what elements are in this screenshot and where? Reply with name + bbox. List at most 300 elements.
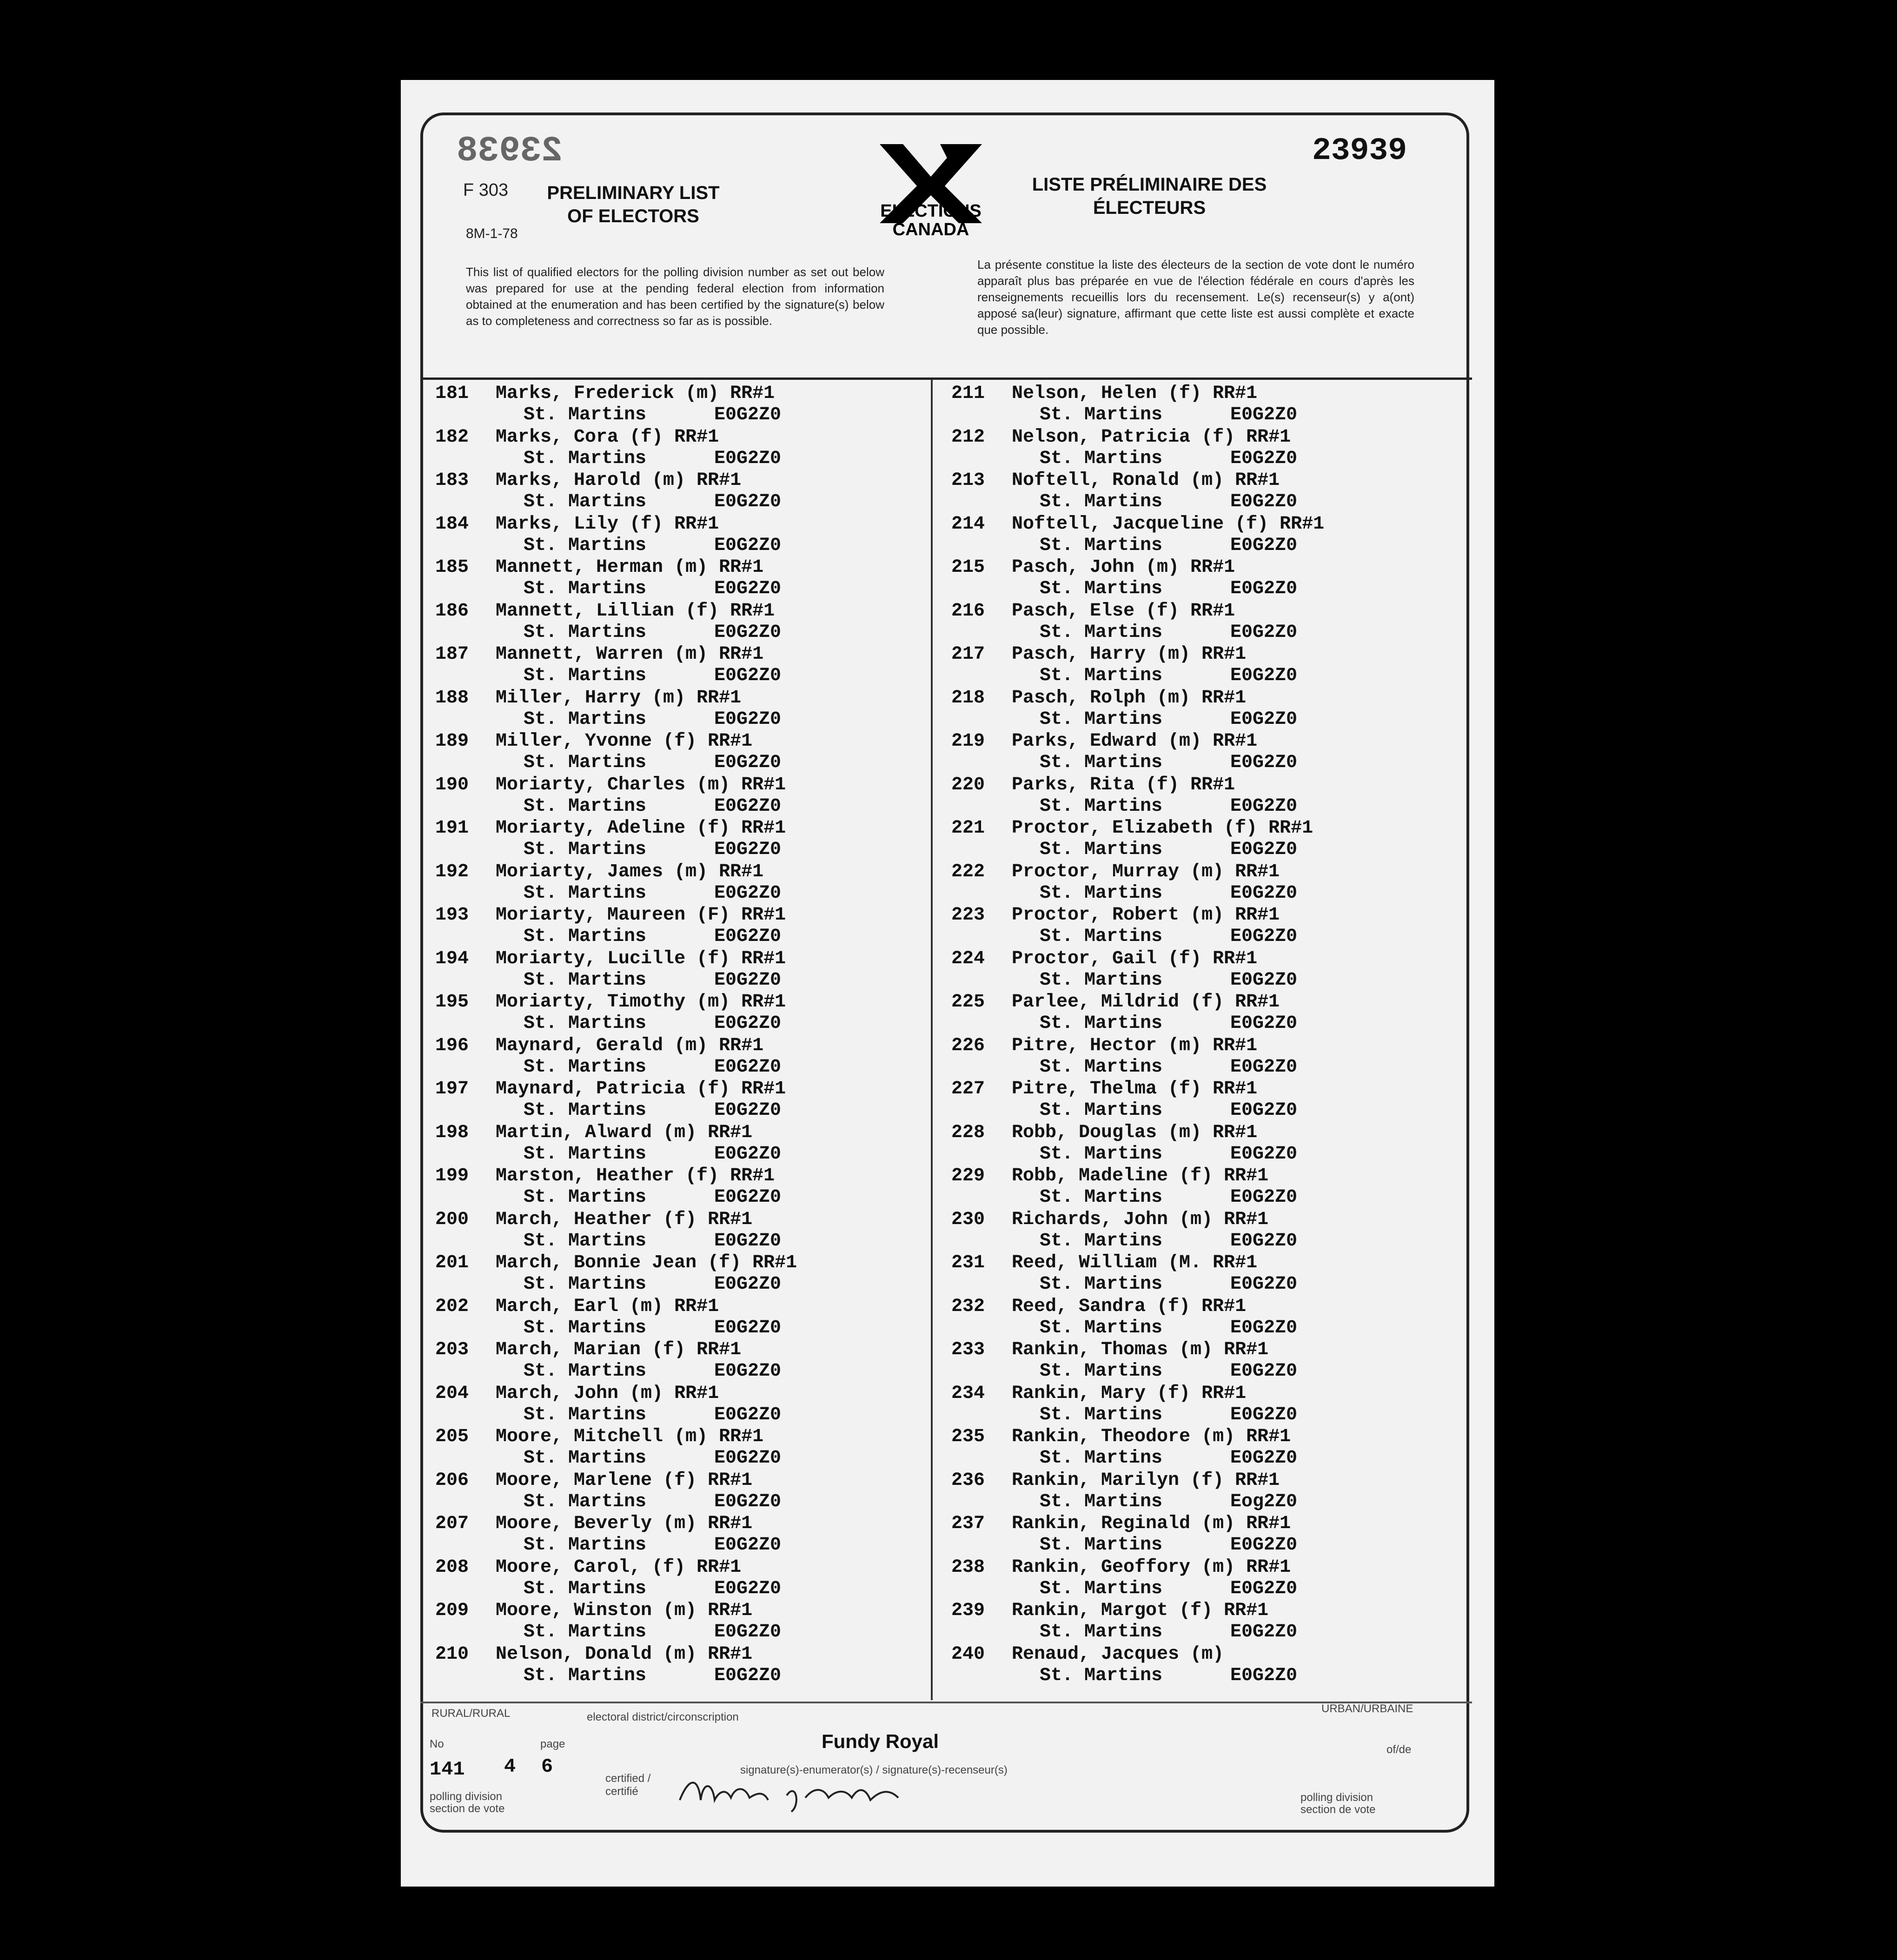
postal-code: E0G2Z0	[714, 1361, 782, 1382]
rural-route: RR#1	[708, 1209, 753, 1230]
elector-name: Rankin, Reginald (m)	[1012, 1513, 1235, 1534]
elector-name-line	[496, 948, 786, 970]
rural-route: RR#1	[730, 600, 775, 622]
elector-name: Nelson, Patricia (f)	[1012, 426, 1235, 448]
elector-number: 193	[435, 905, 469, 926]
elector-name: Noftell, Ronald (m)	[1012, 470, 1224, 491]
elector-number: 232	[951, 1296, 985, 1317]
elector-place: St. Martins	[524, 1361, 647, 1382]
elector-place: St. Martins	[1040, 1491, 1163, 1512]
postal-code: E0G2Z0	[1230, 535, 1298, 556]
rural-route: RR#1	[1235, 992, 1280, 1013]
elector-column-left	[435, 383, 928, 1687]
rural-route: RR#1	[1235, 861, 1280, 882]
elector-name-line	[496, 557, 763, 578]
elector-number: 196	[435, 1035, 469, 1056]
rural-route: RR#1	[708, 1470, 753, 1491]
elector-place: St. Martins	[1040, 665, 1163, 686]
elector-entry	[435, 1252, 928, 1296]
rural-route: RR#1	[696, 1556, 742, 1578]
elector-number: 239	[951, 1600, 985, 1621]
elector-name: Moore, Winston (m)	[496, 1600, 697, 1621]
elector-list-sheet	[401, 80, 1494, 1887]
page-of: 6	[541, 1755, 553, 1778]
elector-name-line	[496, 1600, 752, 1622]
rural-route: RR#1	[1246, 426, 1291, 448]
elector-place: St. Martins	[524, 1578, 647, 1599]
elector-entry	[951, 1209, 1444, 1253]
rural-route: RR#1	[1201, 687, 1247, 709]
elector-name-line	[1012, 1339, 1268, 1361]
rural-route: RR#1	[1224, 1209, 1269, 1230]
elector-name: Miller, Harry (m)	[496, 687, 686, 709]
elector-entry	[951, 1165, 1444, 1209]
postal-code: E0G2Z0	[714, 752, 782, 773]
elector-name-line	[1012, 775, 1235, 796]
elector-entry	[435, 1209, 928, 1253]
elector-place: St. Martins	[1040, 1665, 1163, 1686]
rural-route: RR#1	[1201, 1383, 1247, 1404]
elector-place: St. Martins	[524, 709, 647, 730]
postal-code: E0G2Z0	[1230, 578, 1298, 599]
postal-code: E0G2Z0	[1230, 1013, 1298, 1034]
elector-entry	[951, 1600, 1444, 1644]
elector-place: St. Martins	[524, 448, 647, 469]
elector-name: Pasch, Harry (m)	[1012, 644, 1191, 665]
elector-name-line	[1012, 818, 1313, 839]
elector-entry	[435, 383, 928, 427]
elector-place: St. Martins	[524, 578, 647, 599]
elector-number: 200	[435, 1209, 469, 1230]
elector-name: Nelson, Helen (f)	[1012, 383, 1202, 404]
postal-code: E0G2Z0	[714, 969, 782, 991]
elector-number: 195	[435, 992, 469, 1013]
postal-code: E0G2Z0	[714, 795, 782, 817]
elector-name-line	[496, 514, 719, 535]
elector-entry	[951, 470, 1444, 514]
rural-route: RR#1	[1190, 774, 1235, 795]
elector-place: St. Martins	[1040, 1448, 1163, 1469]
elector-name-line	[1012, 1122, 1257, 1144]
elector-place: St. Martins	[1040, 882, 1163, 904]
elector-name-line	[1012, 1079, 1257, 1100]
rural-route: RR#1	[719, 557, 764, 578]
postal-code: E0G2Z0	[714, 709, 782, 730]
rural-route: RR#1	[1213, 948, 1258, 969]
elector-entry	[435, 557, 928, 601]
postal-code: E0G2Z0	[714, 926, 782, 947]
elector-entry	[951, 1252, 1444, 1296]
elector-entry	[435, 1470, 928, 1514]
elector-entry	[435, 470, 928, 514]
elector-entry	[951, 818, 1444, 861]
elector-entry	[435, 644, 928, 688]
elector-number: 197	[435, 1079, 469, 1099]
rural-route: RR#1	[696, 470, 742, 491]
elector-name-line	[496, 1122, 752, 1144]
rural-route: RR#1	[696, 1339, 742, 1360]
elector-number: 224	[951, 948, 985, 969]
elector-name-line	[1012, 470, 1280, 491]
rural-route: RR#1	[708, 1643, 753, 1665]
elector-name: Pitre, Hector (m)	[1012, 1035, 1202, 1056]
elector-name: Moriarty, Maureen (F)	[496, 905, 730, 926]
rural-route: RR#1	[1190, 600, 1235, 622]
elector-name-line	[1012, 948, 1257, 970]
postal-code: E0G2Z0	[714, 1100, 782, 1121]
postal-code: E0G2Z0	[1230, 839, 1298, 860]
elector-name-line	[496, 1252, 797, 1274]
elector-place: St. Martins	[524, 1448, 647, 1469]
postal-code: E0G2Z0	[1230, 1535, 1298, 1556]
elector-place: St. Martins	[524, 1665, 647, 1686]
elector-place: St. Martins	[524, 1143, 647, 1165]
rural-route: RR#1	[1213, 731, 1258, 752]
postal-code: E0G2Z0	[714, 1622, 782, 1642]
postal-code: E0G2Z0	[714, 839, 782, 860]
rural-route: RR#1	[1213, 383, 1258, 404]
elector-number: 217	[951, 644, 985, 665]
elector-entry	[951, 1470, 1444, 1514]
elector-name-line	[496, 775, 786, 796]
elector-number: 206	[435, 1470, 469, 1491]
elector-name-line	[1012, 1557, 1291, 1578]
elector-number: 220	[951, 774, 985, 795]
elector-name-line	[1012, 1644, 1224, 1665]
rural-route: RR#1	[708, 1600, 753, 1621]
elector-number: 225	[951, 992, 985, 1013]
elector-number: 227	[951, 1079, 985, 1099]
of-label: of/de	[1386, 1743, 1412, 1756]
rural-route: RR#1	[674, 1383, 719, 1404]
elector-number: 205	[435, 1426, 469, 1447]
elector-number: 188	[435, 687, 469, 709]
elector-place: St. Martins	[524, 1404, 647, 1425]
elector-name-line	[1012, 383, 1257, 404]
elector-entry	[951, 1644, 1444, 1688]
elector-number: 187	[435, 644, 469, 665]
elector-entry	[951, 905, 1444, 948]
elector-place: St. Martins	[524, 1056, 647, 1078]
elector-entry	[951, 1122, 1444, 1166]
elector-place: St. Martins	[1040, 1622, 1163, 1642]
elector-name: Maynard, Gerald (m)	[496, 1035, 708, 1056]
postal-code: E0G2Z0	[1230, 1274, 1298, 1295]
rural-route: RR#1	[752, 1252, 797, 1273]
postal-code: E0G2Z0	[714, 882, 782, 904]
elector-number: 212	[951, 426, 985, 448]
enumerator-signature	[675, 1772, 982, 1814]
elector-name-line	[1012, 514, 1324, 535]
postal-code: E0G2Z0	[1230, 882, 1298, 904]
elector-number: 194	[435, 948, 469, 969]
rural-route: RR#1	[696, 687, 742, 709]
elector-place: St. Martins	[1040, 1361, 1163, 1382]
elector-name-line	[496, 861, 763, 883]
elector-name: Proctor, Robert (m)	[1012, 905, 1224, 926]
elector-name: Parks, Rita (f)	[1012, 774, 1180, 795]
elector-number: 191	[435, 818, 469, 839]
elector-name: Pasch, John (m)	[1012, 557, 1180, 578]
elector-name-line	[1012, 1209, 1268, 1231]
elector-number: 209	[435, 1600, 469, 1621]
elector-entry	[951, 948, 1444, 992]
elector-name: Maynard, Patricia (f)	[496, 1079, 730, 1099]
elector-name: Proctor, Gail (f)	[1012, 948, 1202, 969]
elector-name: Reed, William (M.	[1012, 1252, 1202, 1273]
elector-number: 203	[435, 1339, 469, 1360]
rural-route: RR#1	[1201, 644, 1247, 665]
elector-number: 235	[951, 1426, 985, 1447]
elector-place: St. Martins	[1040, 1100, 1163, 1121]
elector-entry	[951, 1557, 1444, 1601]
elector-place: St. Martins	[1040, 404, 1163, 425]
elector-entry	[435, 1600, 928, 1644]
elector-name: March, Heather (f)	[496, 1209, 697, 1230]
elector-number: 237	[951, 1513, 985, 1534]
elector-place: St. Martins	[524, 491, 647, 512]
elector-place: St. Martins	[524, 1100, 647, 1121]
elector-name: Moriarty, James (m)	[496, 861, 708, 882]
elector-name: Robb, Douglas (m)	[1012, 1122, 1202, 1143]
postal-code: E0G2Z0	[1230, 1448, 1298, 1469]
elector-place: St. Martins	[524, 969, 647, 991]
elector-name: Pasch, Rolph (m)	[1012, 687, 1191, 709]
rural-route: RR#1	[1224, 1165, 1269, 1186]
elector-name: March, Marian (f)	[496, 1339, 686, 1360]
header-divider	[420, 377, 1472, 380]
elector-place: St. Martins	[1040, 752, 1163, 773]
elector-place: St. Martins	[524, 1622, 647, 1642]
elector-place: St. Martins	[1040, 1578, 1163, 1599]
elector-place: St. Martins	[1040, 1187, 1163, 1208]
rural-route: RR#1	[674, 513, 719, 535]
elector-place: St. Martins	[524, 535, 647, 556]
rural-route: RR#1	[1213, 1252, 1258, 1273]
postal-code: E0G2Z0	[1230, 795, 1298, 817]
elector-entry	[435, 1557, 928, 1601]
elector-number: 184	[435, 513, 469, 535]
elector-name-line	[1012, 644, 1246, 665]
elector-place: St. Martins	[1040, 1230, 1163, 1251]
postal-code: E0G2Z0	[1230, 665, 1298, 686]
elector-name: Rankin, Marilyn (f)	[1012, 1470, 1224, 1491]
postal-code: E0G2Z0	[714, 491, 782, 512]
elector-number: 190	[435, 774, 469, 795]
elector-name-line	[1012, 731, 1257, 752]
elector-number: 234	[951, 1383, 985, 1404]
elector-place: St. Martins	[524, 1187, 647, 1208]
elector-place: St. Martins	[524, 1230, 647, 1251]
elector-entry	[435, 688, 928, 731]
elector-name-line	[496, 1470, 752, 1491]
elector-name: Marks, Frederick (m)	[496, 383, 719, 404]
elector-place: St. Martins	[524, 622, 647, 643]
postal-code: E0G2Z0	[714, 1448, 782, 1469]
postal-code: E0G2Z0	[714, 1143, 782, 1165]
rural-route: RR#1	[1201, 1296, 1247, 1317]
postal-code: E0G2Z0	[714, 1056, 782, 1078]
elector-number: 207	[435, 1513, 469, 1534]
elector-name: Moore, Marlene (f)	[496, 1470, 697, 1491]
elector-number: 228	[951, 1122, 985, 1143]
logo-text: ELECTIONS CANADA	[880, 201, 982, 239]
elector-number: 215	[951, 557, 985, 578]
postal-code: E0G2Z0	[1230, 926, 1298, 947]
elector-name: Moriarty, Charles (m)	[496, 774, 730, 795]
elector-name: Miller, Yvonne (f)	[496, 731, 697, 752]
rural-route: RR#1	[719, 1426, 764, 1447]
elector-name: Richards, John (m)	[1012, 1209, 1213, 1230]
elector-entry	[951, 601, 1444, 644]
elector-entry	[951, 557, 1444, 601]
postal-code: E0G2Z0	[1230, 404, 1298, 425]
elector-name: Marks, Harold (m)	[496, 470, 686, 491]
elector-name-line	[1012, 861, 1280, 883]
elector-entry	[951, 775, 1444, 818]
elector-number: 210	[435, 1643, 469, 1665]
elector-entry	[951, 1426, 1444, 1470]
elector-entry	[435, 775, 928, 818]
elector-name-line	[1012, 688, 1246, 709]
elector-place: St. Martins	[524, 795, 647, 817]
no-label: No	[430, 1738, 444, 1750]
postal-code: E0G2Z0	[714, 665, 782, 686]
elector-name: Renaud, Jacques (m)	[1012, 1643, 1224, 1665]
elector-name-line	[496, 1209, 752, 1231]
elector-name: Parlee, Mildrid (f)	[1012, 992, 1224, 1013]
elector-place: St. Martins	[1040, 1404, 1163, 1425]
elector-name-line	[496, 1165, 775, 1187]
serial-number-left: 23938	[457, 131, 563, 171]
elector-name-line	[1012, 992, 1280, 1013]
polling-division-label-left: polling division section de vote	[430, 1790, 505, 1815]
elector-name-line	[1012, 1383, 1246, 1404]
elector-name: Nelson, Donald (m)	[496, 1643, 697, 1665]
postal-code: E0G2Z0	[714, 1578, 782, 1599]
elector-entry	[435, 992, 928, 1035]
elector-entry	[951, 383, 1444, 427]
elector-number: 238	[951, 1556, 985, 1578]
elector-place: St. Martins	[1040, 926, 1163, 947]
postal-code: E0G2Z0	[1230, 448, 1298, 469]
elector-name-line	[496, 1296, 719, 1318]
rural-route: RR#1	[1224, 1339, 1269, 1360]
elector-entry	[951, 992, 1444, 1035]
elector-name: Moriarty, Lucille (f)	[496, 948, 730, 969]
elector-name: Reed, Sandra (f)	[1012, 1296, 1191, 1317]
elector-place: St. Martins	[1040, 1274, 1163, 1295]
rural-route: RR#1	[719, 644, 764, 665]
elector-name-line	[496, 427, 719, 448]
elector-number: 211	[951, 383, 985, 404]
rural-route: RR#1	[730, 383, 775, 404]
elector-name: Proctor, Murray (m)	[1012, 861, 1224, 882]
postal-code: E0G2Z0	[1230, 1404, 1298, 1425]
elector-name: March, John (m)	[496, 1383, 663, 1404]
serial-number-right: 23939	[1312, 133, 1407, 169]
elector-name-line	[496, 644, 763, 665]
rural-route: RR#1	[1246, 1513, 1291, 1534]
elector-name-line	[1012, 1252, 1257, 1274]
elector-name-line	[496, 1339, 741, 1361]
postal-code: E0G2Z0	[714, 622, 782, 643]
elector-number: 201	[435, 1252, 469, 1273]
elector-name-line	[496, 1644, 752, 1665]
elector-number: 189	[435, 731, 469, 752]
rural-route: RR#1	[741, 992, 786, 1013]
elector-entry	[435, 1383, 928, 1427]
elector-number: 223	[951, 905, 985, 926]
elector-place: St. Martins	[1040, 839, 1163, 860]
elector-entry	[951, 1079, 1444, 1122]
elector-name-line	[496, 1035, 763, 1057]
rural-route: RR#1	[1190, 557, 1235, 578]
elector-number: 192	[435, 861, 469, 882]
rural-route: RR#1	[1235, 470, 1280, 491]
postal-code: E0G2Z0	[714, 1665, 782, 1686]
rural-route: RR#1	[719, 861, 764, 882]
postal-code: E0G2Z0	[714, 1187, 782, 1208]
elector-number: 219	[951, 731, 985, 752]
elector-entry	[435, 1339, 928, 1383]
elector-number: 230	[951, 1209, 985, 1230]
elector-name-line	[496, 992, 786, 1013]
elector-place: St. Martins	[1040, 578, 1163, 599]
rural-route: RR#1	[719, 1035, 764, 1056]
elector-name: Noftell, Jacqueline (f)	[1012, 513, 1269, 535]
elector-number: 199	[435, 1165, 469, 1186]
elector-number: 236	[951, 1470, 985, 1491]
elector-entry	[435, 905, 928, 948]
elector-number: 181	[435, 383, 469, 404]
postal-code: E0G2Z0	[714, 404, 782, 425]
elector-name-line	[496, 470, 741, 491]
elector-entry	[435, 1079, 928, 1122]
elector-name-line	[1012, 601, 1235, 622]
elector-place: St. Martins	[1040, 795, 1163, 817]
rural-route: RR#1	[741, 818, 786, 839]
postal-code: E0G2Z0	[714, 1535, 782, 1556]
postal-code: E0G2Z0	[1230, 1187, 1298, 1208]
rural-route: RR#1	[1235, 1470, 1280, 1491]
postal-code: E0G2Z0	[714, 1404, 782, 1425]
elector-place: St. Martins	[524, 1491, 647, 1512]
postal-code: E0G2Z0	[1230, 491, 1298, 512]
elector-name: Parks, Edward (m)	[1012, 731, 1202, 752]
elector-entry	[435, 427, 928, 470]
rural-route: RR#1	[708, 731, 753, 752]
postal-code: E0G2Z0	[714, 578, 782, 599]
certified-label: certified / certifié	[605, 1772, 651, 1798]
rural-route: RR#1	[1280, 513, 1325, 535]
rural-route: RR#1	[1224, 1600, 1269, 1621]
elector-place: St. Martins	[524, 1535, 647, 1556]
elector-number: 240	[951, 1643, 985, 1665]
polling-division-number: 141	[430, 1758, 465, 1781]
elector-number: 226	[951, 1035, 985, 1056]
postal-code: E0G2Z0	[1230, 709, 1298, 730]
elector-place: St. Martins	[524, 839, 647, 860]
elector-name-line	[496, 688, 741, 709]
elector-name: Moriarty, Timothy (m)	[496, 992, 730, 1013]
elector-name-line	[496, 383, 775, 404]
postal-code: E0G2Z0	[1230, 1578, 1298, 1599]
rural-route: RR#1	[708, 1122, 753, 1143]
rural-route: RR#1	[1246, 1556, 1291, 1578]
form-number: F 303	[463, 180, 509, 200]
elector-number: 185	[435, 557, 469, 578]
